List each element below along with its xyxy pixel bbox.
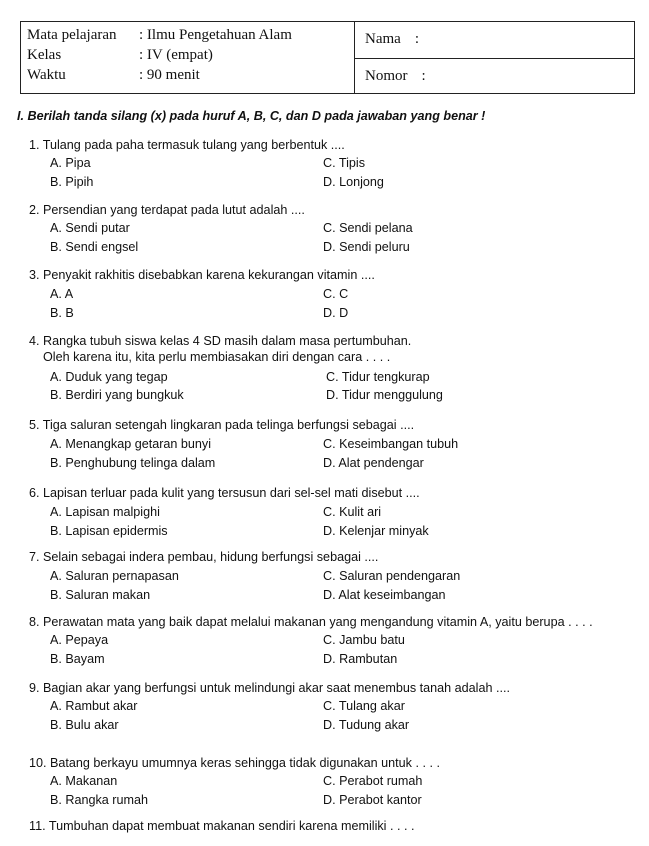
question-2-option-a[interactable]: A. Sendi putar	[50, 221, 130, 235]
question-4-option-d[interactable]: D. Tidur menggulung	[326, 388, 443, 402]
question-6-option-c[interactable]: C. Kulit ari	[323, 505, 382, 519]
question-11: 11. Tumbuhan dapat membuat makanan sendiri karena memiliki . . . .	[29, 819, 415, 833]
question-8-option-b[interactable]: B. Bayam	[50, 652, 105, 666]
question-9-option-c[interactable]: C. Tulang akar	[323, 699, 405, 713]
time-label: Waktu	[27, 67, 66, 83]
question-2-option-c[interactable]: C. Sendi pelana	[323, 221, 413, 235]
question-3-option-d[interactable]: D. D	[323, 306, 349, 320]
question-3: 3. Penyakit rakhitis disebabkan karena kekurangan vitamin ....	[29, 268, 375, 282]
question-7-option-c[interactable]: C. Saluran pendengaran	[323, 569, 461, 583]
number-field	[365, 68, 426, 85]
question-1: 1. Tulang pada paha termasuk tulang yang berbentuk ....	[29, 138, 345, 152]
question-6-option-d[interactable]: D. Kelenjar minyak	[323, 524, 429, 538]
question-1-option-b[interactable]: B. Pipih	[50, 175, 94, 189]
question-10-option-c[interactable]: C. Perabot rumah	[323, 774, 423, 788]
subject-value: : Ilmu Pengetahuan Alam	[139, 27, 292, 43]
question-4-line-2: Oleh karena itu, kita perlu membiasakan diri dengan cara . . . .	[43, 350, 391, 364]
question-2-option-d[interactable]: D. Sendi peluru	[323, 240, 410, 254]
question-5-option-d[interactable]: D. Alat pendengar	[323, 456, 424, 470]
question-5-option-a[interactable]: A. Menangkap getaran bunyi	[50, 437, 212, 451]
question-8-option-a[interactable]: A. Pepaya	[50, 633, 109, 647]
question-2: 2. Persendian yang terdapat pada lutut adalah ....	[29, 203, 305, 217]
question-4-option-a[interactable]: A. Duduk yang tegap	[50, 370, 168, 384]
question-6-option-b[interactable]: B. Lapisan epidermis	[50, 524, 168, 538]
question-6-option-a[interactable]: A. Lapisan malpighi	[50, 505, 160, 519]
question-2-option-b[interactable]: B. Sendi engsel	[50, 240, 139, 254]
subject-label: Mata pelajaran	[27, 27, 117, 43]
time-row	[27, 67, 200, 84]
question-10: 10. Batang berkayu umumnya keras sehingga tidak digunakan untuk . . . .	[29, 756, 440, 770]
question-8: 8. Perawatan mata yang baik dapat melalui makanan yang mengandung vitamin A, yaitu berupa . . . .	[29, 615, 593, 629]
number-label: Nomor	[365, 68, 408, 84]
time-value: : 90 menit	[139, 67, 200, 83]
question-3-option-c[interactable]: C. C	[323, 287, 349, 301]
question-7-option-a[interactable]: A. Saluran pernapasan	[50, 569, 179, 583]
question-5: 5. Tiga saluran setengah lingkaran pada telinga berfungsi sebagai ....	[29, 418, 415, 432]
class-value: : IV (empat)	[139, 47, 213, 63]
question-9-option-a[interactable]: A. Rambut akar	[50, 699, 138, 713]
header-table	[20, 21, 635, 94]
class-label: Kelas	[27, 47, 62, 63]
question-1-option-a[interactable]: A. Pipa	[50, 156, 91, 170]
question-5-option-b[interactable]: B. Penghubung telinga dalam	[50, 456, 216, 470]
question-8-option-d[interactable]: D. Rambutan	[323, 652, 398, 666]
question-1-option-d[interactable]: D. Lonjong	[323, 175, 384, 189]
name-cell[interactable]	[355, 22, 634, 59]
number-colon: :	[421, 68, 426, 84]
question-9: 9. Bagian akar yang berfungsi untuk melindungi akar saat menembus tanah adalah ....	[29, 681, 510, 695]
question-4-option-b[interactable]: B. Berdiri yang bungkuk	[50, 388, 184, 402]
question-9-option-b[interactable]: B. Bulu akar	[50, 718, 119, 732]
name-field	[365, 31, 419, 48]
question-3-option-b[interactable]: B. B	[50, 306, 74, 320]
subject-row	[27, 27, 292, 44]
question-8-option-c[interactable]: C. Jambu batu	[323, 633, 405, 647]
name-label: Nama	[365, 31, 401, 47]
question-7: 7. Selain sebagai indera pembau, hidung berfungsi sebagai ....	[29, 550, 379, 564]
question-10-option-a[interactable]: A. Makanan	[50, 774, 118, 788]
number-cell[interactable]	[355, 59, 634, 93]
question-3-option-a[interactable]: A. A	[50, 287, 74, 301]
question-1-option-c[interactable]: C. Tipis	[323, 156, 365, 170]
question-6: 6. Lapisan terluar pada kulit yang tersusun dari sel-sel mati disebut ....	[29, 486, 420, 500]
name-colon: :	[414, 31, 419, 47]
class-row	[27, 47, 213, 64]
question-4-line-1: 4. Rangka tubuh siswa kelas 4 SD masih dalam masa pertumbuhan.	[29, 334, 412, 348]
question-4	[29, 333, 411, 365]
question-5-option-c[interactable]: C. Keseimbangan tubuh	[323, 437, 459, 451]
question-10-option-b[interactable]: B. Rangka rumah	[50, 793, 149, 807]
question-7-option-d[interactable]: D. Alat keseimbangan	[323, 588, 446, 602]
subject-info-cell	[21, 22, 355, 93]
question-10-option-d[interactable]: D. Perabot kantor	[323, 793, 422, 807]
question-7-option-b[interactable]: B. Saluran makan	[50, 588, 151, 602]
question-4-option-c[interactable]: C. Tidur tengkurap	[326, 370, 430, 384]
question-9-option-d[interactable]: D. Tudung akar	[323, 718, 410, 732]
instruction-text: I. Berilah tanda silang (x) pada huruf A, B, C, dan D pada jawaban yang benar !	[17, 109, 486, 123]
